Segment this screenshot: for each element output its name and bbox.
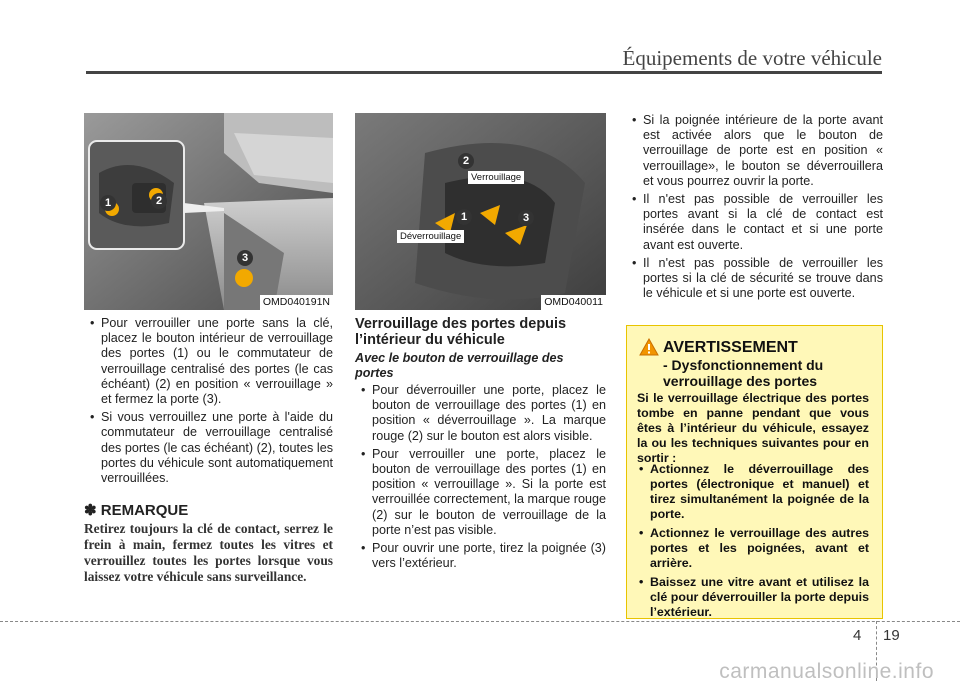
- label-lock: Verrouillage: [468, 171, 524, 184]
- marker-2: 2: [458, 153, 474, 169]
- list-item: • Baissez une vitre avant et utilisez la clé pour déverrouiller la porte depuis l’extérieur.: [637, 575, 869, 620]
- chapter-number: 4: [853, 627, 862, 644]
- page-number: 19: [883, 627, 900, 644]
- warning-subtitle: - Dysfonctionnement du verrouillage des portes: [663, 357, 824, 389]
- warning-list: [637, 458, 869, 620]
- list-item: • Il n'est pas possible de verrouiller les portes si la clé de sécurité se trouve dans le véhicule et si une porte est ouverte.: [626, 256, 883, 302]
- page-header-title: Équipements de votre véhicule: [622, 46, 882, 70]
- note-heading: [84, 501, 188, 519]
- figure-lock-button: [355, 113, 606, 310]
- list-item: • Pour verrouiller une porte sans la clé, placez le bouton intérieur de verrouillage des portes (1) ou le commutateur de verrouillage centralisé des portes (le cas échéant) (2) en position « verrouillage » et fermez la porte (3).: [84, 316, 333, 407]
- warning-intro: Si le verrouillage électrique des portes tombe en panne pendant que vous êtes à l’intérieur du véhicule, essayez la ou les techniques suivantes pour en sortir :: [637, 391, 869, 465]
- door-interior-illustration: [84, 113, 333, 310]
- marker-1: 1: [456, 209, 472, 225]
- note-text: Retirez toujours la clé de contact, serrez le frein à main, fermez toutes les vitres et verrouillez toutes les portes lorsque vous laissez votre véhicule sans surveillance.: [84, 521, 333, 584]
- header-rule: [86, 71, 882, 74]
- section-title: Verrouillage des portes depuis l’intérieur du véhicule: [355, 316, 567, 348]
- list-item: • Pour déverrouiller une porte, placez le bouton de verrouillage des portes (1) en position « déverrouillage ». La marque rouge (2) sur le bouton est alors visible.: [355, 383, 606, 444]
- col2-bullets: [355, 383, 606, 574]
- list-item: • Si la poignée intérieure de la porte avant est activée alors que le bouton de verrouillage de porte est en position « verrouillage», le bouton se déverrouillera et vous pourrez ouvrir la porte.: [626, 113, 883, 189]
- list-item: • Pour ouvrir une porte, tirez la poignée (3) vers l’extérieur.: [355, 541, 606, 571]
- figure-door-lock-controls: [84, 113, 333, 310]
- watermark: carmanualsonline.info: [719, 660, 934, 683]
- figure-caption: OMD040191N: [260, 295, 333, 310]
- figure-caption: OMD040011: [541, 295, 606, 310]
- list-item: • Il n'est pas possible de verrouiller les portes avant si la clé de contact est insérée dans le contact et si une porte avant est ouverte.: [626, 192, 883, 253]
- marker-1: 1: [100, 195, 116, 211]
- marker-2: 2: [151, 193, 167, 209]
- list-item: • Pour verrouiller une porte, placez le bouton de verrouillage des portes (1) en position « verrouillage ». Si la porte est verrouillée correctement, la marque rouge (2) sur le bouton de verrouillage de la porte n’est pas visible.: [355, 447, 606, 538]
- warning-triangle-icon: [639, 338, 659, 361]
- col3-bullets: [626, 113, 883, 304]
- list-item: • Actionnez le déverrouillage des portes (électronique et manuel) et tirez simultanément la poignée de la porte.: [637, 462, 869, 522]
- lock-button-illustration: [355, 113, 606, 310]
- col1-bullets: [84, 316, 333, 489]
- warning-box: [626, 325, 883, 619]
- section-subtitle: Avec le bouton de verrouillage des portes: [355, 351, 564, 380]
- list-item: • Si vous verrouillez une porte à l'aide du commutateur de verrouillage centralisé des portes (le cas échéant) (2), toutes les portes du véhicule sont automatiquement verrouillées.: [84, 410, 333, 486]
- marker-3: 3: [518, 210, 534, 226]
- list-item: • Actionnez le verrouillage des autres portes et les poignées, avant et arrière.: [637, 526, 869, 571]
- note-symbol-icon: ✽: [84, 502, 97, 519]
- marker-3: 3: [237, 250, 253, 266]
- footer-rule: [0, 621, 960, 622]
- label-unlock: Déverrouillage: [397, 230, 464, 243]
- note-title: REMARQUE: [100, 502, 189, 519]
- warning-title: AVERTISSEMENT: [663, 339, 798, 356]
